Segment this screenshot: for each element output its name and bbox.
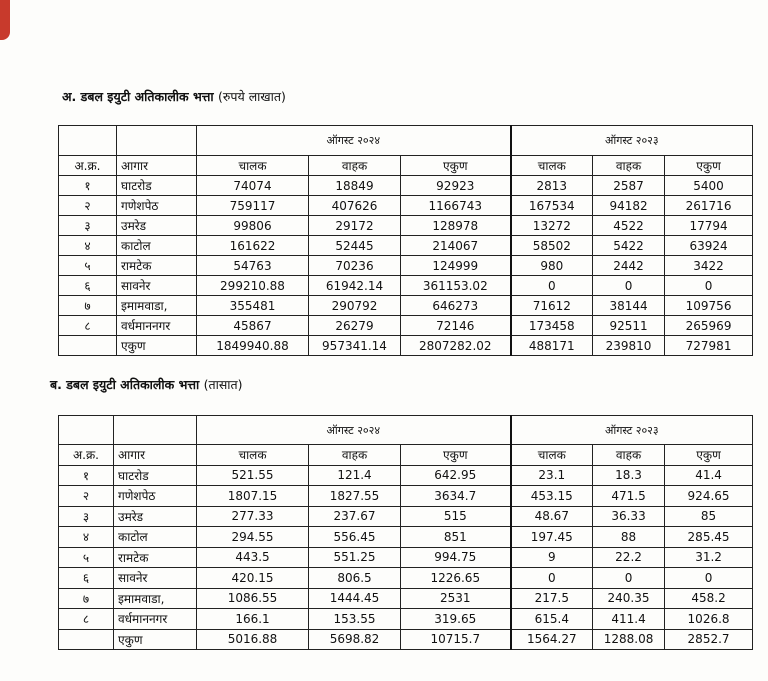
cell-total-2023: 458.2 (665, 588, 753, 609)
cell-serial-no: ५ (59, 256, 117, 276)
cell-driver-2024: 521.55 (197, 465, 309, 486)
cell-total-2023: 17794 (665, 216, 753, 236)
cell-conductor-2024: 407626 (309, 196, 401, 216)
cell-driver-2023: 48.67 (511, 506, 593, 527)
cell-depot: रामटेक (114, 547, 197, 568)
column-header-total-2023: एकुण (665, 445, 753, 466)
cell-driver-2024: 1849940.88 (197, 336, 309, 356)
cell-total-2024: 3634.7 (401, 486, 511, 507)
cell-driver-2024: 45867 (197, 316, 309, 336)
column-header-depot: आगार (114, 445, 197, 466)
cell-driver-2024: 355481 (197, 296, 309, 316)
cell-depot: वर्धमाननगर (114, 609, 197, 630)
column-header-driver-2023: चालक (511, 156, 593, 176)
cell-total-2023: 0 (665, 276, 753, 296)
cell-conductor-2024: 26279 (309, 316, 401, 336)
cell-total-2023: 265969 (665, 316, 753, 336)
column-header-serial-no: अ.क्र. (59, 445, 114, 466)
column-header-total-2024: एकुण (401, 445, 511, 466)
section-b-title: ब. डबल इयुटी अतिकालीक भत्ता (50, 377, 200, 392)
cell-total-2023: 41.4 (665, 465, 753, 486)
cell-conductor-2024: 1827.55 (309, 486, 401, 507)
cell-conductor-2023: 94182 (593, 196, 665, 216)
cell-depot: सावनेर (117, 276, 197, 296)
cell-total-2024: 128978 (401, 216, 511, 236)
cell-conductor-2023: 240.35 (593, 588, 665, 609)
cell-conductor-2023: 239810 (593, 336, 665, 356)
column-header-conductor-2024: वाहक (309, 156, 401, 176)
cell-driver-2023: 71612 (511, 296, 593, 316)
column-header-driver-2023: चालक (511, 445, 593, 466)
group-header-2024: ऑगस्ट २०२४ (197, 126, 511, 156)
cell-conductor-2023: 36.33 (593, 506, 665, 527)
cell-conductor-2024: 551.25 (309, 547, 401, 568)
cell-serial-no: ८ (59, 316, 117, 336)
cell-conductor-2024: 957341.14 (309, 336, 401, 356)
cell-driver-2024: 759117 (197, 196, 309, 216)
cell-depot: एकुण (117, 336, 197, 356)
cell-depot: काटोल (114, 527, 197, 548)
cell-serial-no: २ (59, 196, 117, 216)
cell-total-2024: 515 (401, 506, 511, 527)
cell-serial-no: ३ (59, 506, 114, 527)
cell-serial-no: ८ (59, 609, 114, 630)
cell-driver-2023: 1564.27 (511, 629, 593, 650)
column-header-conductor-2023: वाहक (593, 445, 665, 466)
column-header-driver-2024: चालक (197, 445, 309, 466)
cell-conductor-2024: 61942.14 (309, 276, 401, 296)
section-b-unit: (तासात) (203, 377, 243, 392)
cell-total-2023: 2852.7 (665, 629, 753, 650)
table-row (59, 547, 753, 568)
cell-conductor-2023: 0 (593, 568, 665, 589)
cell-conductor-2024: 290792 (309, 296, 401, 316)
cell-total-2023: 5400 (665, 176, 753, 196)
cell-driver-2023: 453.15 (511, 486, 593, 507)
cell-driver-2024: 1807.15 (197, 486, 309, 507)
cell-conductor-2023: 2587 (593, 176, 665, 196)
cell-total-2024: 646273 (401, 296, 511, 316)
table-row (59, 506, 753, 527)
cell-total-2024: 10715.7 (401, 629, 511, 650)
total-row (59, 629, 753, 650)
cell-conductor-2023: 88 (593, 527, 665, 548)
cell-conductor-2023: 1288.08 (593, 629, 665, 650)
cell-driver-2023: 488171 (511, 336, 593, 356)
cell-serial-no: ७ (59, 296, 117, 316)
cell-total-2024: 72146 (401, 316, 511, 336)
cell-serial-no: ७ (59, 588, 114, 609)
table-row (59, 568, 753, 589)
column-header-total-2024: एकुण (401, 156, 511, 176)
cell-conductor-2024: 806.5 (309, 568, 401, 589)
table-row (59, 176, 753, 196)
cell-conductor-2024: 18849 (309, 176, 401, 196)
cell-driver-2023: 0 (511, 568, 593, 589)
cell-depot: काटोल (117, 236, 197, 256)
cell-driver-2024: 277.33 (197, 506, 309, 527)
column-header-total-2023: एकुण (665, 156, 753, 176)
cell-conductor-2024: 5698.82 (309, 629, 401, 650)
cell-driver-2023: 58502 (511, 236, 593, 256)
cell-driver-2024: 166.1 (197, 609, 309, 630)
cell-depot: रामटेक (117, 256, 197, 276)
group-header-2024: ऑगस्ट २०२४ (197, 416, 511, 445)
cell-conductor-2023: 38144 (593, 296, 665, 316)
cell-driver-2024: 443.5 (197, 547, 309, 568)
cell-serial-no: २ (59, 486, 114, 507)
cell-driver-2024: 99806 (197, 216, 309, 236)
group-header-2023: ऑगस्ट २०२३ (511, 126, 753, 156)
cell-total-2023: 3422 (665, 256, 753, 276)
cell-total-2023: 924.65 (665, 486, 753, 507)
cell-total-2023: 31.2 (665, 547, 753, 568)
cell-total-2023: 1026.8 (665, 609, 753, 630)
cell-total-2024: 319.65 (401, 609, 511, 630)
table-row (59, 256, 753, 276)
blank-header (114, 416, 197, 445)
cell-total-2023: 261716 (665, 196, 753, 216)
cell-driver-2024: 5016.88 (197, 629, 309, 650)
cell-depot: वर्धमाननगर (117, 316, 197, 336)
table-overtime-amount (58, 125, 753, 356)
cell-conductor-2024: 29172 (309, 216, 401, 236)
table-row (59, 236, 753, 256)
cell-total-2023: 0 (665, 568, 753, 589)
cell-driver-2024: 54763 (197, 256, 309, 276)
table-row (59, 196, 753, 216)
table-row (59, 609, 753, 630)
cell-driver-2024: 161622 (197, 236, 309, 256)
column-header-serial-no: अ.क्र. (59, 156, 117, 176)
column-header-depot: आगार (117, 156, 197, 176)
table-row (59, 296, 753, 316)
cell-conductor-2023: 22.2 (593, 547, 665, 568)
cell-total-2024: 2807282.02 (401, 336, 511, 356)
cell-conductor-2023: 18.3 (593, 465, 665, 486)
table-row (59, 216, 753, 236)
cell-conductor-2023: 471.5 (593, 486, 665, 507)
cell-conductor-2024: 556.45 (309, 527, 401, 548)
cell-conductor-2024: 153.55 (309, 609, 401, 630)
column-header-conductor-2024: वाहक (309, 445, 401, 466)
corner-mark (0, 0, 10, 40)
cell-driver-2024: 294.55 (197, 527, 309, 548)
cell-conductor-2024: 121.4 (309, 465, 401, 486)
cell-total-2024: 1226.65 (401, 568, 511, 589)
cell-conductor-2024: 70236 (309, 256, 401, 276)
cell-depot: घाटरोड (114, 465, 197, 486)
cell-conductor-2023: 2442 (593, 256, 665, 276)
table-row (59, 527, 753, 548)
cell-depot: इमामवाडा, (114, 588, 197, 609)
cell-driver-2023: 197.45 (511, 527, 593, 548)
cell-conductor-2023: 4522 (593, 216, 665, 236)
cell-total-2024: 2531 (401, 588, 511, 609)
cell-total-2024: 124999 (401, 256, 511, 276)
cell-total-2024: 994.75 (401, 547, 511, 568)
column-header-conductor-2023: वाहक (593, 156, 665, 176)
group-header-2023: ऑगस्ट २०२३ (511, 416, 753, 445)
cell-serial-no: ६ (59, 276, 117, 296)
cell-driver-2023: 0 (511, 276, 593, 296)
table-overtime-hours (58, 415, 753, 650)
cell-depot: इमामवाडा, (117, 296, 197, 316)
cell-total-2024: 361153.02 (401, 276, 511, 296)
cell-depot: गणेशपेठ (117, 196, 197, 216)
cell-serial-no (59, 336, 117, 356)
cell-conductor-2023: 0 (593, 276, 665, 296)
cell-conductor-2024: 1444.45 (309, 588, 401, 609)
cell-depot: उमरेड (117, 216, 197, 236)
cell-serial-no: ४ (59, 236, 117, 256)
cell-depot: उमरेड (114, 506, 197, 527)
cell-depot: गणेशपेठ (114, 486, 197, 507)
cell-driver-2023: 2813 (511, 176, 593, 196)
column-header-driver-2024: चालक (197, 156, 309, 176)
table-row (59, 486, 753, 507)
cell-total-2023: 727981 (665, 336, 753, 356)
cell-driver-2023: 167534 (511, 196, 593, 216)
cell-driver-2024: 299210.88 (197, 276, 309, 296)
cell-serial-no: १ (59, 465, 114, 486)
cell-driver-2023: 23.1 (511, 465, 593, 486)
cell-conductor-2024: 237.67 (309, 506, 401, 527)
blank-header (117, 126, 197, 156)
cell-driver-2023: 980 (511, 256, 593, 276)
cell-serial-no: १ (59, 176, 117, 196)
cell-total-2024: 851 (401, 527, 511, 548)
cell-total-2023: 85 (665, 506, 753, 527)
cell-driver-2023: 9 (511, 547, 593, 568)
cell-driver-2023: 615.4 (511, 609, 593, 630)
cell-driver-2024: 1086.55 (197, 588, 309, 609)
cell-driver-2024: 420.15 (197, 568, 309, 589)
cell-depot: सावनेर (114, 568, 197, 589)
total-row (59, 336, 753, 356)
cell-depot: एकुण (114, 629, 197, 650)
blank-header (59, 416, 114, 445)
cell-depot: घाटरोड (117, 176, 197, 196)
section-a-unit: (रुपये लाखात) (218, 89, 286, 104)
section-a-heading (62, 88, 286, 105)
column-header-row (59, 445, 753, 466)
cell-serial-no (59, 629, 114, 650)
column-header-row (59, 156, 753, 176)
cell-total-2023: 63924 (665, 236, 753, 256)
cell-driver-2023: 173458 (511, 316, 593, 336)
cell-serial-no: ४ (59, 527, 114, 548)
section-a-title: अ. डबल इयुटी अतिकालीक भत्ता (62, 89, 214, 104)
cell-total-2023: 109756 (665, 296, 753, 316)
table-row (59, 465, 753, 486)
cell-conductor-2024: 52445 (309, 236, 401, 256)
blank-header (59, 126, 117, 156)
cell-serial-no: ५ (59, 547, 114, 568)
table-row (59, 316, 753, 336)
table-row (59, 588, 753, 609)
cell-serial-no: ६ (59, 568, 114, 589)
cell-driver-2023: 13272 (511, 216, 593, 236)
cell-total-2024: 1166743 (401, 196, 511, 216)
cell-driver-2024: 74074 (197, 176, 309, 196)
cell-driver-2023: 217.5 (511, 588, 593, 609)
cell-conductor-2023: 92511 (593, 316, 665, 336)
cell-conductor-2023: 5422 (593, 236, 665, 256)
cell-total-2024: 92923 (401, 176, 511, 196)
table-row (59, 276, 753, 296)
section-b-heading (50, 376, 243, 393)
cell-total-2023: 285.45 (665, 527, 753, 548)
cell-total-2024: 642.95 (401, 465, 511, 486)
cell-conductor-2023: 411.4 (593, 609, 665, 630)
cell-total-2024: 214067 (401, 236, 511, 256)
cell-serial-no: ३ (59, 216, 117, 236)
